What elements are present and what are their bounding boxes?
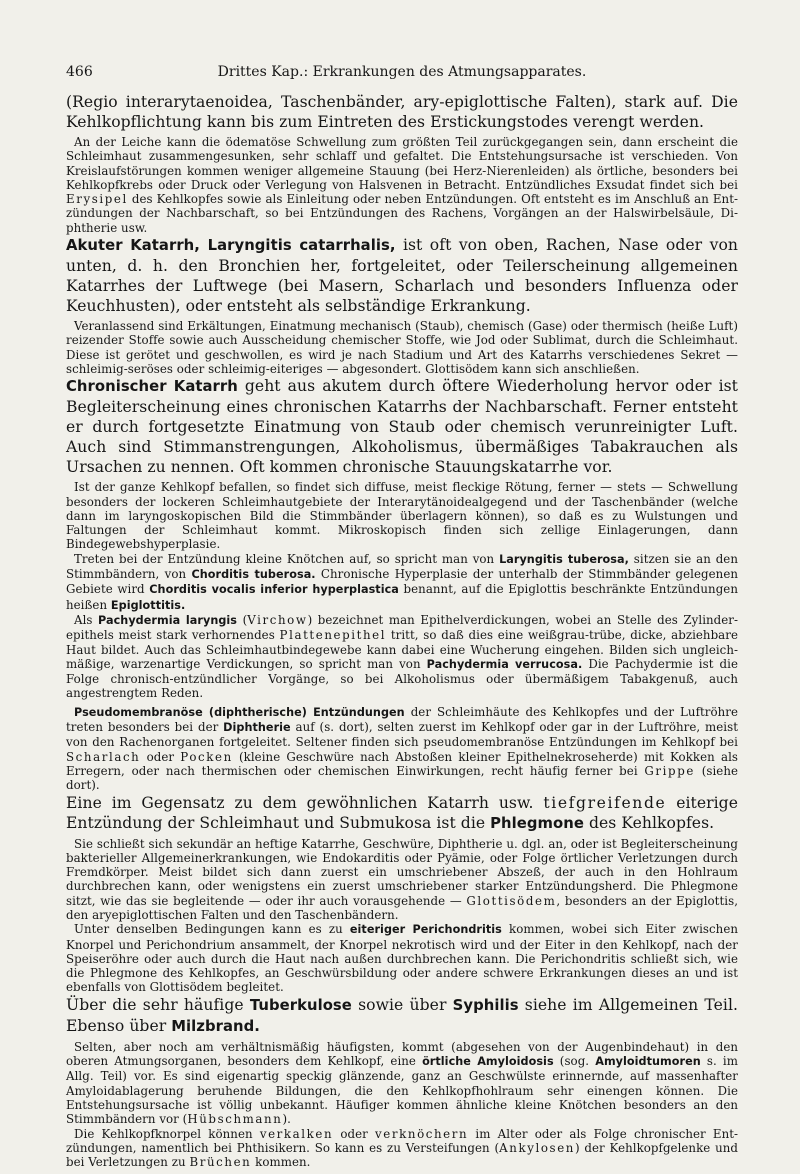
text-run: Eine im Gegensatz zu dem gewöhnlichen Katarrh usw. (66, 793, 544, 812)
small-print-paragraph (66, 613, 738, 701)
small-print-paragraph (66, 837, 738, 923)
main-paragraph (66, 995, 738, 1037)
text-run: Die Pachydermie ist die Folge chronisch-entzündlicher Vorgänge, so bei Alkoholismus oder übermäßigem Tabakgenuß, auch angestrengtem Reden. (66, 656, 738, 701)
bold-term: Milzbrand. (171, 1017, 260, 1035)
text-run: geht aus akutem durch öftere Wiederholung hervor oder ist Begleiterscheinung eines chronischen Katarrhs der Nachbarschaft. Ferner entsteht er durch fortgesetzte Einatmung von Staub oder chemisch verunreinigter Luft. Auch sind Stimmanstrengungen, Alkoholismus, übermäßiges Tabakrauchen als Ursachen zu nennen. Oft kommen chronische Stauungskatarrhe vor. (66, 377, 738, 477)
bold-term: Chorditis vocalis inferior hyperplastica (149, 583, 399, 597)
text-run: kommen, wobei sich Eiter zwischen Knorpel und Perichondrium ansammelt, der Knorpel nekrotisch wird und der Eiter in den Kehlkopf, nach der Speiseröhre oder auch durch die Haut nach außen durchbrechen kann. Die Perichondritis schließt sich, wie die Phlegmone des Kehlkopfes, an Geschwürsbildung oder andere schwere Erkrankungen dieses an und ist ebenfalls von Glottisödem begleitet. (66, 922, 738, 995)
spaced-term: verkalken (259, 1126, 334, 1141)
text-run: siehe im Allgemeinen Teil. Ebenso über (66, 995, 738, 1035)
text-run: der Schleimhäute des Kehlkopfes und der Luftröhre treten besonders bei der (66, 704, 738, 735)
main-paragraph (66, 793, 738, 834)
page-header (66, 64, 738, 84)
small-print-paragraph (66, 1040, 738, 1127)
bold-term: eiteriger Perichondritis (349, 923, 502, 937)
text-run: auf (s. dort), selten zuerst im Kehlkopf oder gar in der Luftröhre, meist von den Rachenorganen fortgeleitet. Seltener finden sich pseudomembranöse Entzündungen im Kehlkopf bei (66, 720, 738, 750)
text-run: An der Leiche kann die ödematöse Schwellung zum größten Teil zurückgegangen sein, dann erscheint die Schleimhaut zusammengesunken, sehr schlaff und gefaltet. Die Entstehungsursache ist verschieden. Von Kreislaufstörungen kommen weniger allgemeine Stauung (bei Herz-Nierenleiden) als örtliche, besonders bei Kehlkopfkrebs oder Druck oder Verlegung von Halsvenen in Betracht. Entzündliches Exsudat findet sich bei (66, 135, 738, 192)
bold-term: Pachydermia laryngis (98, 613, 238, 627)
bold-term: Phlegmone (490, 814, 584, 832)
small-print-paragraph (66, 480, 738, 551)
text-run: sowie über (351, 995, 453, 1014)
small-print-paragraph (66, 135, 738, 235)
running-title: Drittes Kap.: Erkrankungen des Atmungsapparates. (217, 64, 587, 80)
text-run: Treten bei der Entzündung kleine Knötchen auf, so spricht man von (74, 551, 500, 566)
text-run: (Regio interarytaenoidea, Taschenbänder, ary-epiglottische Falten), stark auf. Die Kehlkopflichtung kann bis zum Eintreten des Erstickungstodes verengt werden. (66, 93, 738, 131)
text-run: , besonders an der Epiglottis, den aryepiglottischen Falten und den Taschenbändern. (66, 893, 738, 922)
text-run: Als (74, 612, 99, 627)
text-run: Chronische Hyperplasie der unterhalb der Stimmbänder gelegenen Gebiete wird (66, 567, 738, 597)
bold-term: Pseudomembranöse (diphtherische) Entzündungen (74, 705, 405, 719)
text-run: sitzen sie an den Stimmbändern, von (66, 551, 738, 582)
text-run: Die Kehlkopfknorpel können (74, 1126, 260, 1141)
text-run: (siehe dort). (66, 763, 738, 793)
text-run: Ist der ganze Kehlkopf befallen, so findet sich diffuse, meist fleckige Rötung, ferner — stets — Schwellung besonders der lockeren Schleimhautgebiete der Interarytänoidealgegend und der Taschenbänder (welche dann im laryngoskopischen Bild die Stimmbänder überlagern können), so daß es zu Wulstungen und Faltungen der Schleimhaut kommt. Mikroskopisch finden sich zellige Einlagerungen, dann Bindegewebshyperplasie. (66, 480, 738, 552)
main-paragraph (66, 92, 738, 132)
text-run: Unter denselben Bedingungen kann es zu (74, 922, 350, 937)
text-run: eiterige Entzündung der Schleimhaut und Submukosa ist die (66, 793, 738, 832)
text-run: Selten, aber noch am verhältnismäßig häufigsten, kommt (abgesehen von der Augenbindehaut) in den oberen Atmungsorganen, besonders dem Kehlkopf, eine (66, 1039, 738, 1069)
spaced-term: Erysipel (66, 192, 128, 207)
text-run: (sog. (553, 1054, 596, 1069)
body-text (66, 92, 738, 1169)
small-print-paragraph (66, 1127, 738, 1170)
bold-term: Syphilis (452, 996, 519, 1014)
bold-term: Akuter Katarrh, Laryngitis catarrhalis, (66, 237, 396, 255)
text-run: ( (237, 612, 248, 627)
spaced-term: Virchow (247, 612, 308, 627)
bold-term: Pachydermia verrucosa. (426, 657, 583, 671)
spaced-term: verknöchern (375, 1126, 469, 1141)
spaced-term: Grippe (644, 763, 695, 778)
text-run: Veranlassend sind Erkältungen, Einatmung mechanisch (Staub), chemisch (Gase) oder thermisch (heiße Luft) reizender Stoffe sowie auch Ausscheidung chemischer Stoffe, wie Jod oder Sublimat, durch die Schleimhaut. Diese ist gerötet und geschwollen, es wird je nach Stadium und Art des Katarrhs verschiedenes Sekret — schleimig-seröses oder schleimig-eiteriges — abgesondert. Glottisödem kann sich anschließen. (66, 319, 738, 376)
text-run: ) der Kehlkopfgelenke und bei Verletzungen zu (66, 1140, 738, 1170)
main-paragraph (66, 376, 738, 477)
text-run: s. im Allg. Teil) vor. Es sind eigenartig speckig glänzende, ganz an Geschwülste erinnernde, auf massenhafter Amyloidablagerung beruhende Bildungen, die den Kehlkopfhohlraum sehr einengen können. Die Entstehungsursache ist völlig unbekannt. Häufiger kommen ähnliche kleine Knötchen besonders an den Stimmbändern vor ( (66, 1054, 738, 1127)
text-run: oder (333, 1126, 376, 1141)
text-run: des Kehlkopfes. (583, 813, 715, 832)
small-print-paragraph (66, 705, 738, 793)
bold-term: Tuberkulose (249, 996, 352, 1014)
small-print-paragraph (66, 552, 738, 613)
text-run: kommen. (251, 1155, 311, 1170)
text-run: ist oft von oben, Rachen, Nase oder von unten, d. h. den Bronchien her, fortgeleitet, oder Teilerscheinung allgemeinen Katarrhes der Luftwege (bei Masern, Scharlach und besonders Influenza oder Keuchhusten), oder entsteht als selbständige Erkrankung. (66, 236, 738, 316)
bold-term: Laryngitis tuberosa, (499, 552, 629, 566)
spaced-term: Hübschmann (187, 1112, 283, 1127)
text-run: ) bezeichnet man Epithelverdickungen, wobei an Stelle des Zylinderepithels meist stark verhornendes (66, 612, 738, 643)
spaced-term: Ankylosen (499, 1140, 575, 1155)
bold-term: Chronischer Katarrh (66, 378, 238, 396)
bold-term: Diphtherie (223, 721, 291, 735)
page-number: 466 (66, 64, 93, 80)
bold-term: Epiglottitis. (110, 598, 186, 612)
text-run: (kleine Geschwüre nach Abstoßen kleiner Epithelnekroseherde) mit Kokken als Erregern, oder nach thermischen oder chemischen Einwirkungen, recht häufig ferner bei (66, 749, 739, 778)
text-run: benannt, auf die Epiglottis beschränkte Entzündungen heißen (66, 582, 738, 612)
bold-term: örtliche Amyloidosis (422, 1055, 554, 1069)
spaced-term: Plattenepithel (279, 628, 387, 643)
small-print-paragraph (66, 319, 738, 376)
spaced-term: tiefgreifende (543, 793, 667, 812)
spaced-term: Glottisödem (466, 893, 557, 908)
main-paragraph (66, 235, 738, 316)
text-run: Sie schließt sich sekundär an heftige Katarrhe, Geschwüre, Diphtherie u. dgl. an, oder ist Begleiterscheinung bakterieller Allgemeinerkrankungen, wie Endokarditis oder Pyämie, oder Folge örtlicher Verletzungen durch Fremdkörper. Meist bildet sich dann zuerst ein umschriebener Abszeß, der auch in den Hohlraum durchbrechen kann, oder wenigstens ein zuerst umschriebener starker Entzündungsherd. Die Phlegmone sitzt, wie das sie begleitende — oder ihr auch vorausgehende — (66, 836, 738, 908)
spaced-term: Scharlach (66, 749, 141, 764)
text-run: des Kehlkopfes sowie als Einleitung oder neben Entzündungen. Oft entsteht es im Anschluß an Entzündungen der Nachbarschaft, so bei Entzündungen des Rachens, Vorgängen an der Halswirbelsäule, Diphtherie usw. (66, 192, 738, 235)
spaced-term: Pocken (180, 749, 233, 764)
text-run: im Alter oder als Folge chronischer Entzündungen, namentlich bei Phthisikern. So kann es zu Versteifungen ( (66, 1126, 739, 1155)
bold-term: Amyloidtumoren (595, 1055, 701, 1069)
bold-term: Chorditis tuberosa. (191, 568, 316, 582)
text-run: tritt, so daß dies eine weißgrau-trübe, dicke, abziehbare Haut bildet. Auch das Schleimhautbindegewebe kann dabei eine Wucherung eingehen. Bilden sich ungleichmäßige, warzenartige Verdickungen, so spricht man von (66, 628, 738, 671)
text-run: Über die sehr häufige (66, 995, 250, 1014)
text-run: ). (282, 1112, 291, 1127)
small-print-paragraph (66, 922, 738, 994)
spaced-term: Brüchen (189, 1155, 252, 1170)
text-run: oder (140, 749, 181, 764)
